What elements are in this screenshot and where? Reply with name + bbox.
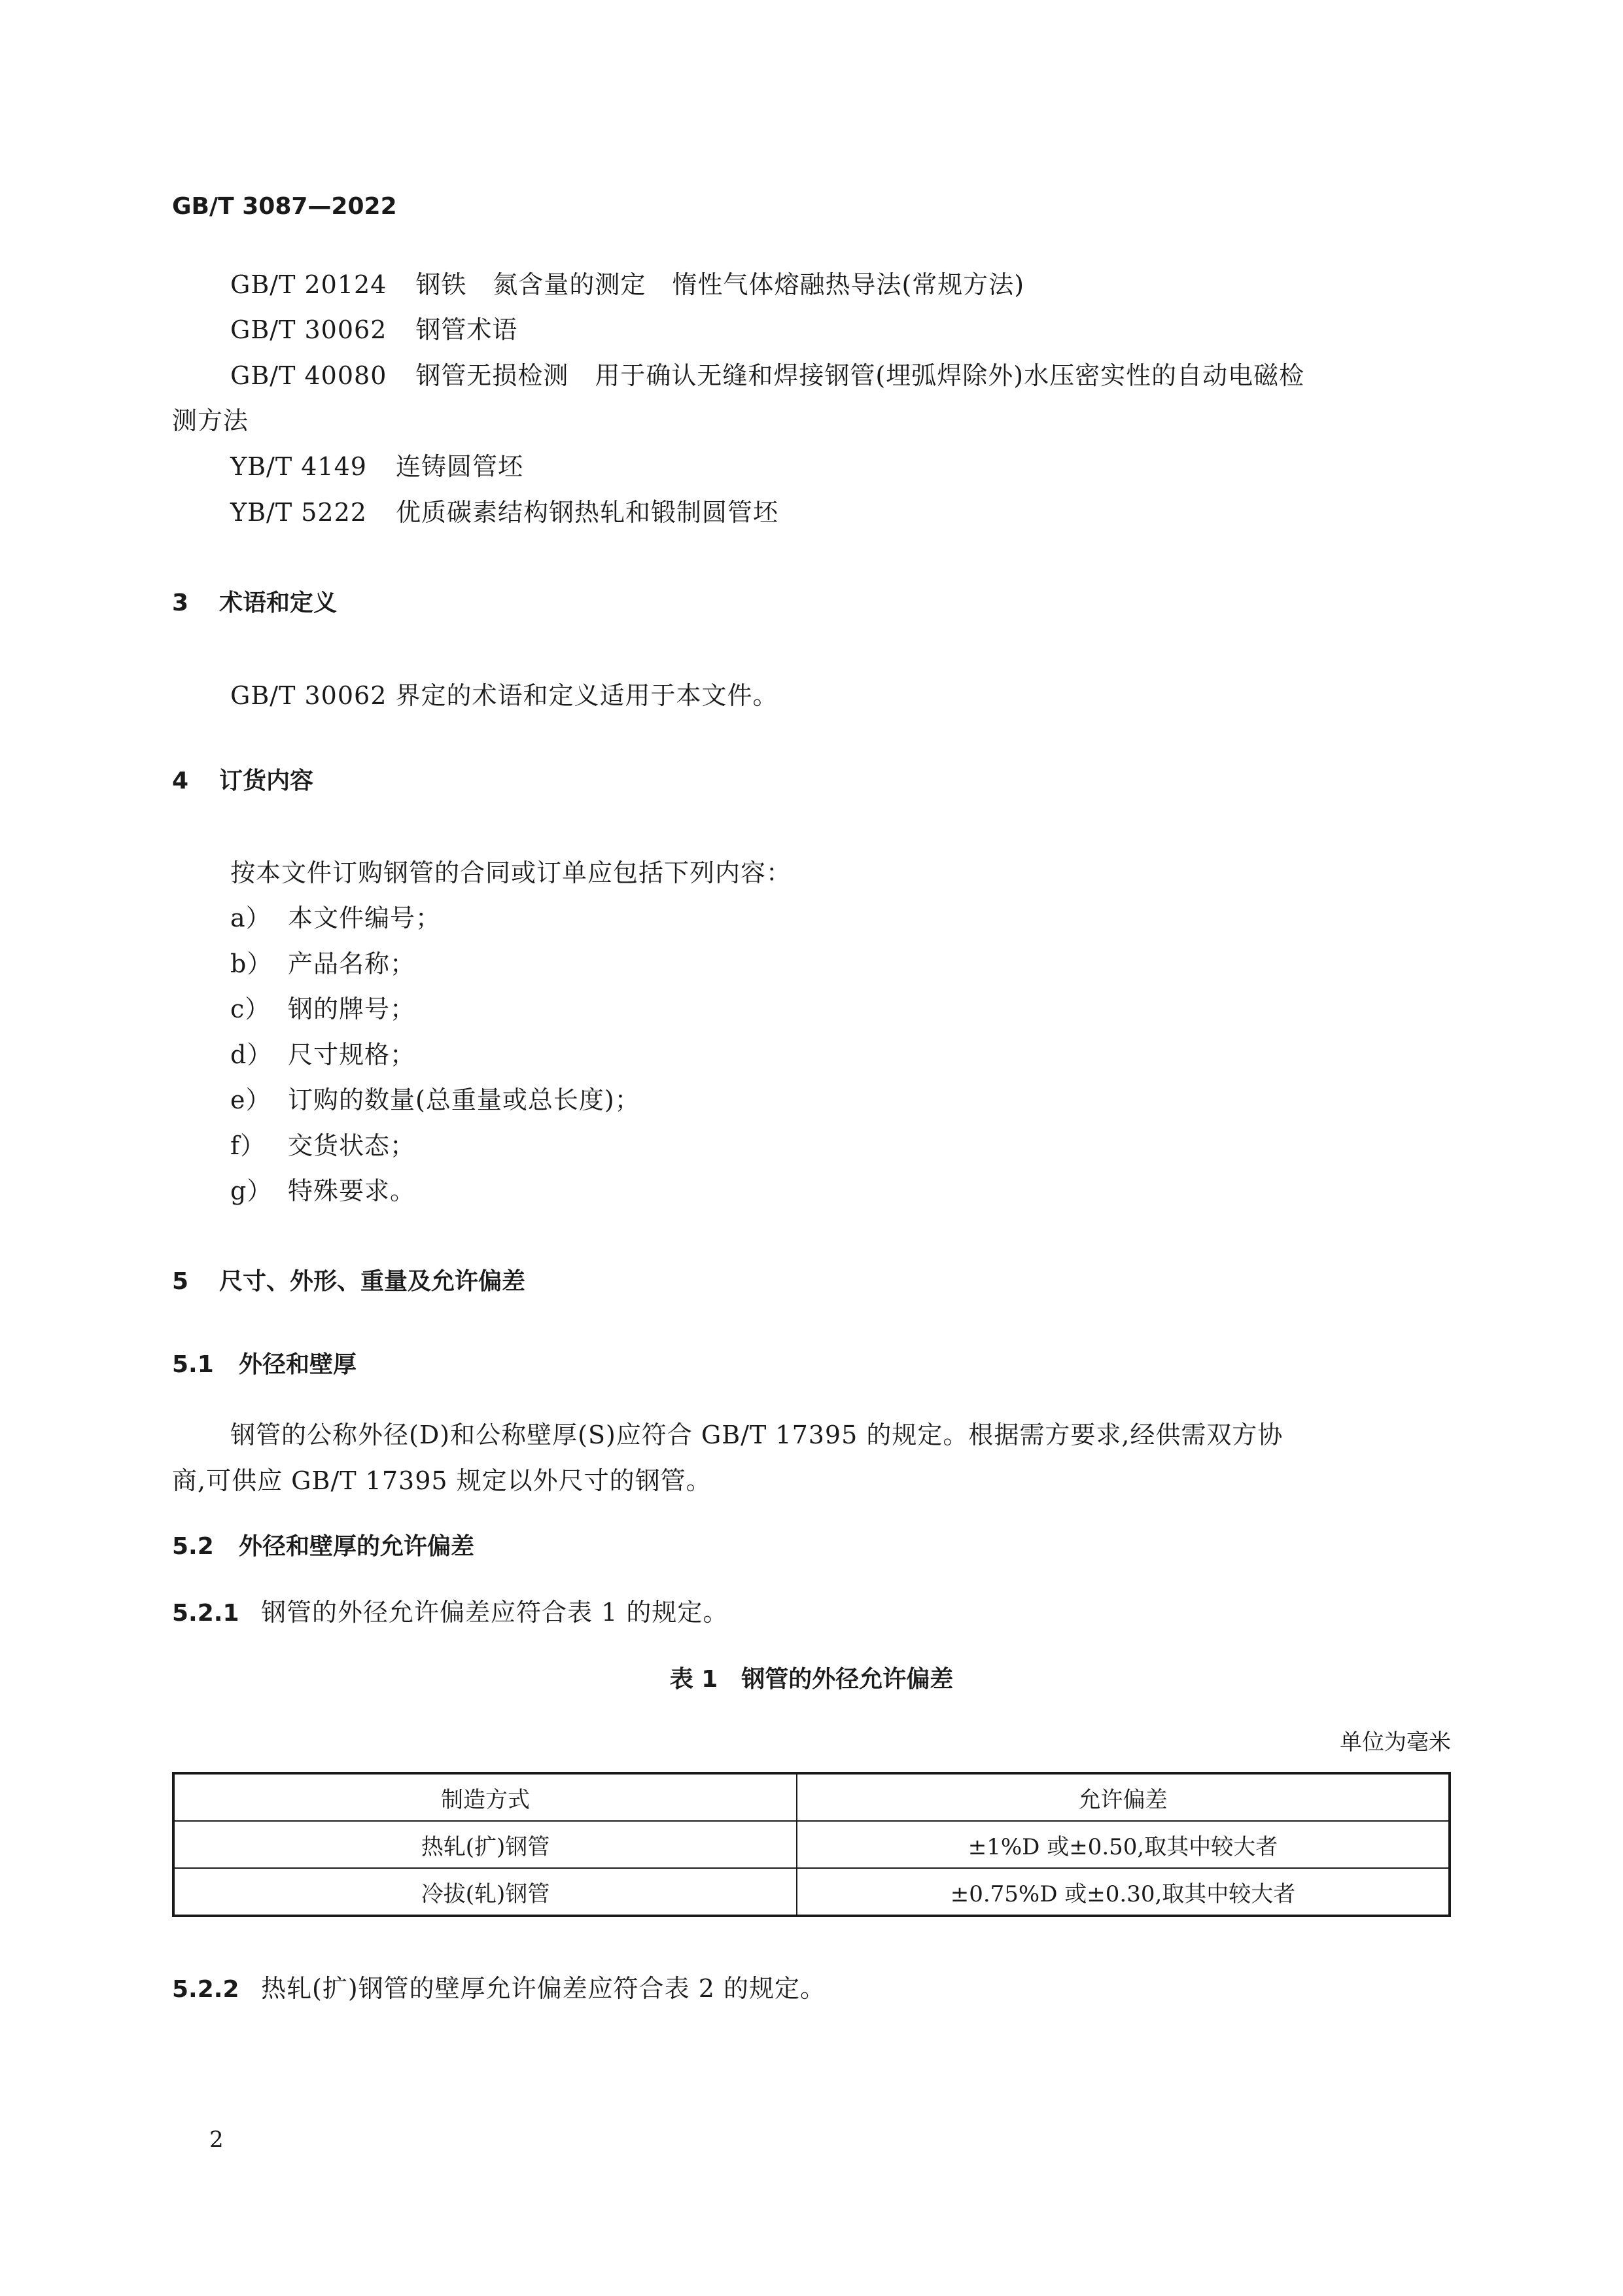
reference-item	[230, 309, 517, 345]
list-item	[230, 989, 415, 1025]
paragraph: 按本文件订购钢管的合同或订单应包括下列内容：	[230, 858, 792, 887]
reference-code: YB/T 5222	[230, 498, 367, 527]
subsection-heading	[172, 1528, 474, 1561]
deviation-table	[172, 1772, 1451, 1917]
subsection-number: 5.2	[172, 1533, 214, 1560]
table-cell: 冷拔(轧)钢管	[173, 1868, 797, 1916]
reference-title: 钢管无损检测	[415, 361, 569, 390]
list-text: 特殊要求。	[288, 1176, 416, 1205]
reference-item	[230, 492, 778, 528]
section-heading	[172, 762, 313, 796]
table-header-cell: 制造方式	[173, 1773, 797, 1821]
list-item	[230, 1080, 640, 1116]
standard-code: GB/T 3087—2022	[172, 193, 397, 220]
page-number: 2	[209, 2127, 224, 2153]
list-item	[230, 1125, 415, 1161]
reference-title: 钢铁	[415, 270, 467, 299]
table-title: 表 1 钢管的外径允许偏差	[669, 1666, 954, 1693]
list-label: a）	[230, 904, 271, 932]
subsection-title: 外径和壁厚的允许偏差	[239, 1533, 475, 1560]
section-number: 4	[172, 768, 189, 794]
reference-code: GB/T 40080	[230, 361, 387, 390]
subsection-title: 外径和壁厚	[239, 1351, 357, 1378]
reference-title: 氮含量的测定	[493, 270, 646, 299]
list-item	[230, 898, 441, 934]
paragraph: GB/T 30062 界定的术语和定义适用于本文件。	[230, 681, 778, 710]
paragraph: 钢管的公称外径(D)和公称壁厚(S)应符合 GB/T 17395 的规定。根据需方要求,经供需双方协	[230, 1421, 1283, 1449]
table-header-cell: 允许偏差	[797, 1773, 1450, 1821]
list-label: e）	[230, 1086, 271, 1114]
list-text: 尺寸规格；	[288, 1040, 416, 1069]
reference-continuation: 测方法	[172, 406, 249, 435]
subsection-heading	[172, 1346, 357, 1379]
table-row	[173, 1868, 1450, 1916]
reference-title: 用于确认无缝和焊接钢管(埋弧焊除外)水压密实性的自动电磁检	[595, 361, 1305, 390]
clause-text: 钢管的外径允许偏差应符合表 1 的规定。	[261, 1598, 729, 1627]
clause-number: 5.2.2	[172, 1976, 239, 2003]
section-number: 5	[172, 1268, 189, 1295]
reference-title: 连铸圆管坯	[395, 452, 523, 481]
section-heading	[172, 584, 337, 618]
section-title: 术语和定义	[219, 590, 338, 616]
list-text: 本文件编号；	[288, 904, 442, 932]
subsection-number: 5.1	[172, 1351, 214, 1378]
list-text: 交货状态；	[288, 1131, 416, 1160]
clause	[172, 1592, 728, 1628]
reference-title: 优质碳素结构钢热轧和锻制圆管坯	[395, 498, 778, 527]
reference-code: GB/T 30062	[230, 315, 387, 344]
list-label: g）	[230, 1176, 273, 1205]
reference-item	[230, 355, 1304, 391]
section-title: 尺寸、外形、重量及允许偏差	[219, 1268, 526, 1295]
list-text: 产品名称；	[288, 949, 416, 978]
clause-text: 热轧(扩)钢管的壁厚允许偏差应符合表 2 的规定。	[261, 1974, 826, 2003]
table-row	[173, 1821, 1450, 1868]
list-item	[230, 1034, 415, 1070]
section-number: 3	[172, 590, 189, 616]
clause-number: 5.2.1	[172, 1600, 239, 1627]
list-label: b）	[230, 949, 273, 978]
table-cell: 热轧(扩)钢管	[173, 1821, 797, 1868]
paragraph-continuation: 商,可供应 GB/T 17395 规定以外尺寸的钢管。	[172, 1466, 712, 1495]
list-text: 订购的数量(总重量或总长度)；	[288, 1086, 640, 1114]
table-header-row	[173, 1773, 1450, 1821]
list-label: c）	[230, 995, 271, 1023]
reference-code: YB/T 4149	[230, 452, 367, 481]
section-heading	[172, 1263, 525, 1296]
reference-title: 钢管术语	[415, 315, 518, 344]
clause	[172, 1968, 826, 2004]
reference-item	[230, 264, 1024, 300]
section-title: 订货内容	[219, 768, 314, 794]
reference-title: 惰性气体熔融热导法(常规方法)	[672, 270, 1025, 299]
list-item	[230, 1171, 415, 1207]
reference-code: GB/T 20124	[230, 270, 387, 299]
table-unit: 单位为毫米	[1340, 1729, 1451, 1756]
list-item	[230, 944, 415, 980]
list-label: d）	[230, 1040, 273, 1069]
list-label: f）	[230, 1131, 266, 1160]
list-text: 钢的牌号；	[288, 995, 416, 1023]
reference-item	[230, 446, 523, 482]
table-cell: ±0.75%D 或±0.30,取其中较大者	[797, 1868, 1450, 1916]
table-cell: ±1%D 或±0.50,取其中较大者	[797, 1821, 1450, 1868]
